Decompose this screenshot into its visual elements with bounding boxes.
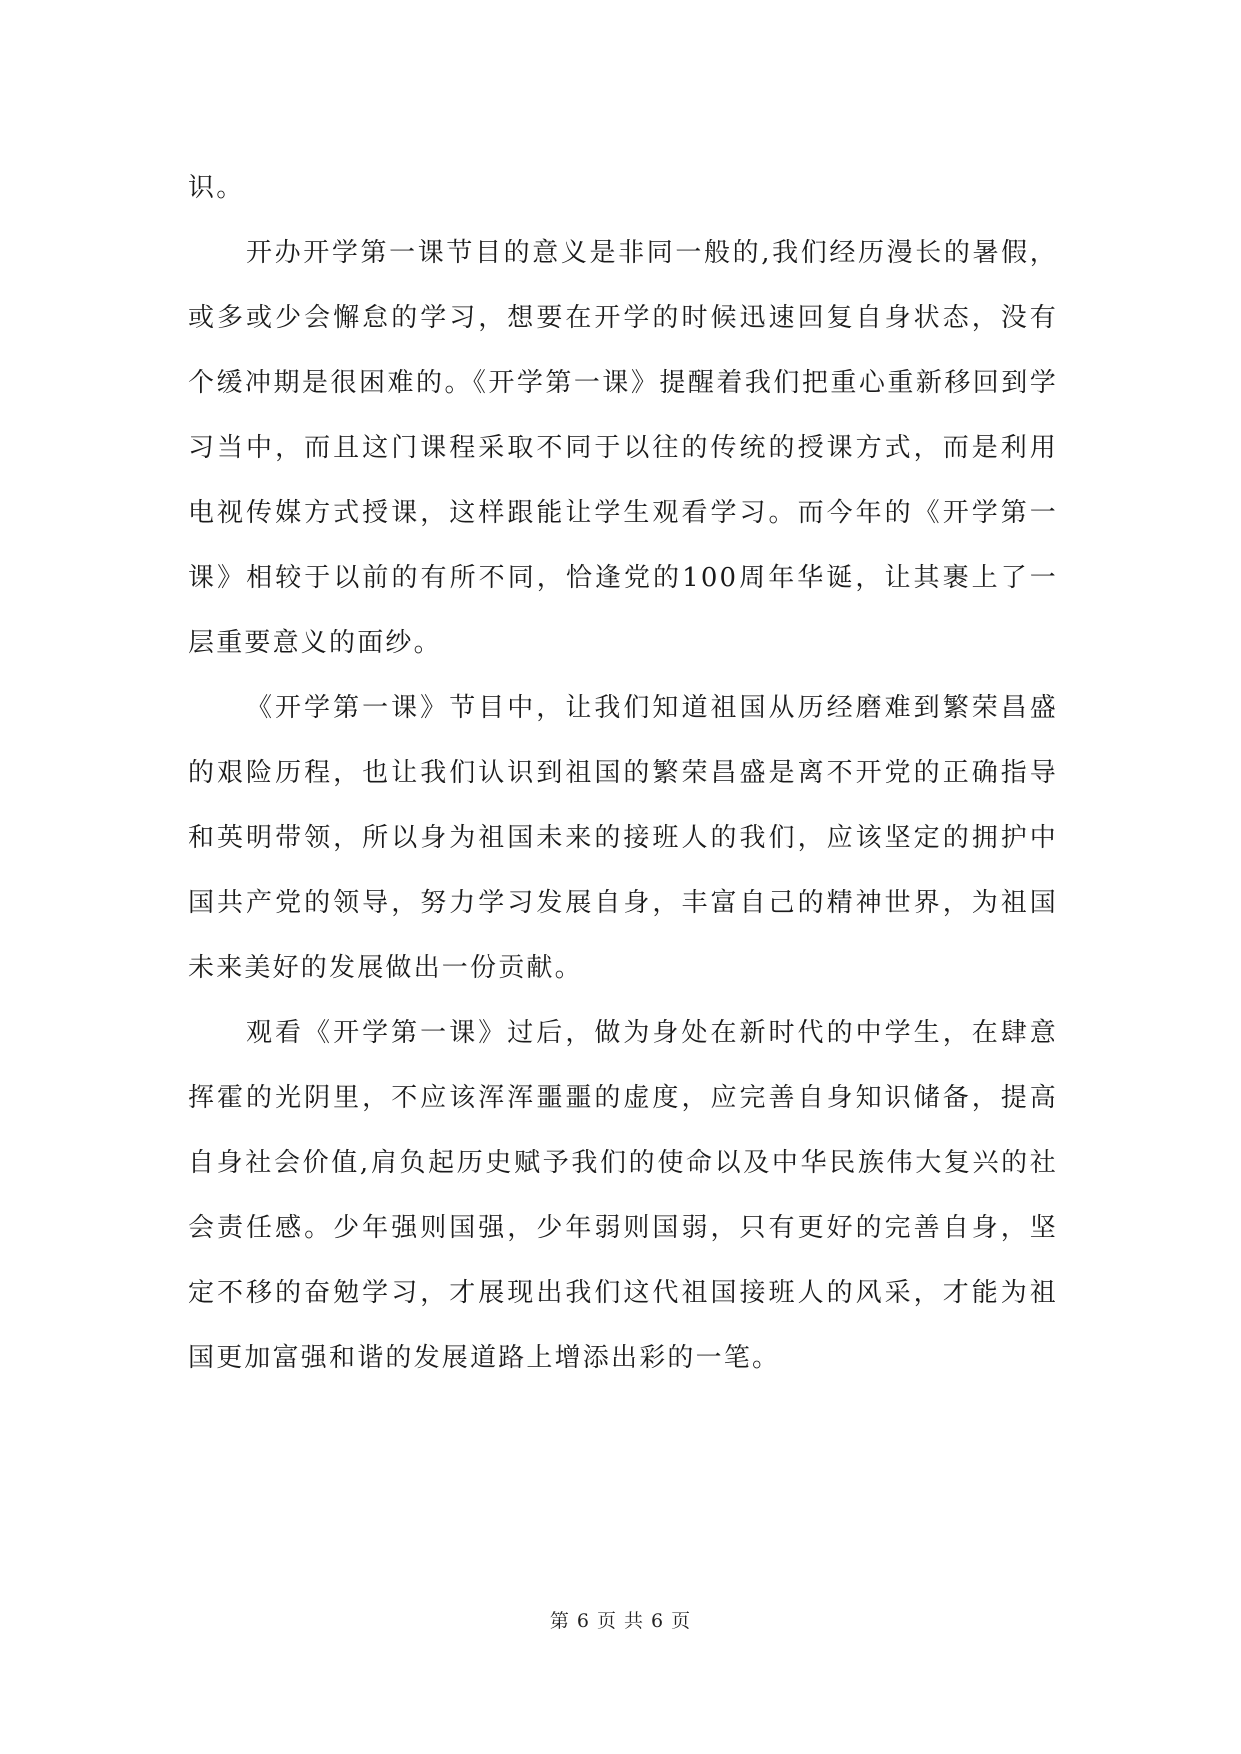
page-number-footer: 第 6 页 共 6 页 — [549, 1610, 692, 1632]
paragraph-reflection: 观看《开学第一课》过后，做为身处在新时代的中学生，在肆意挥霍的光阴里，不应该浑浑噩噩的虚度，应完善自身知识储备，提高自身社会价值,肩负起历史赋予我们的使命以及中华民族伟大复兴的社会责任感。少年强则国强，少年弱则国弱，只有更好的完善自身，坚定不移的奋勉学习，才展现出我们这代祖国接班人的风采，才能为祖国更加富强和谐的发展道路上增添出彩的一笔。 — [188, 1018, 1058, 1373]
document-body — [188, 156, 1058, 1391]
paragraph-significance: 开办开学第一课节目的意义是非同一般的,我们经历漫长的暑假，或多或少会懈怠的学习，想要在开学的时候迅速回复自身状态，没有个缓冲期是很困难的。《开学第一课》提醒着我们把重心重新移回到学习当中，而且这门课程采取不同于以往的传统的授课方式，而是利用电视传媒方式授课，这样跟能让学生观看学习。而今年的《开学第一课》相较于以前的有所不同，恰逢党的100周年华诞，让其裹上了一层重要意义的面纱。 — [188, 238, 1058, 658]
paragraph-continuation: 识。 — [188, 173, 245, 203]
paragraph-history: 《开学第一课》节目中，让我们知道祖国从历经磨难到繁荣昌盛的艰险历程，也让我们认识到祖国的繁荣昌盛是离不开党的正确指导和英明带领，所以身为祖国未来的接班人的我们，应该坚定的拥护中国共产党的领导，努力学习发展自身，丰富自己的精神世界，为祖国未来美好的发展做出一份贡献。 — [188, 693, 1058, 983]
